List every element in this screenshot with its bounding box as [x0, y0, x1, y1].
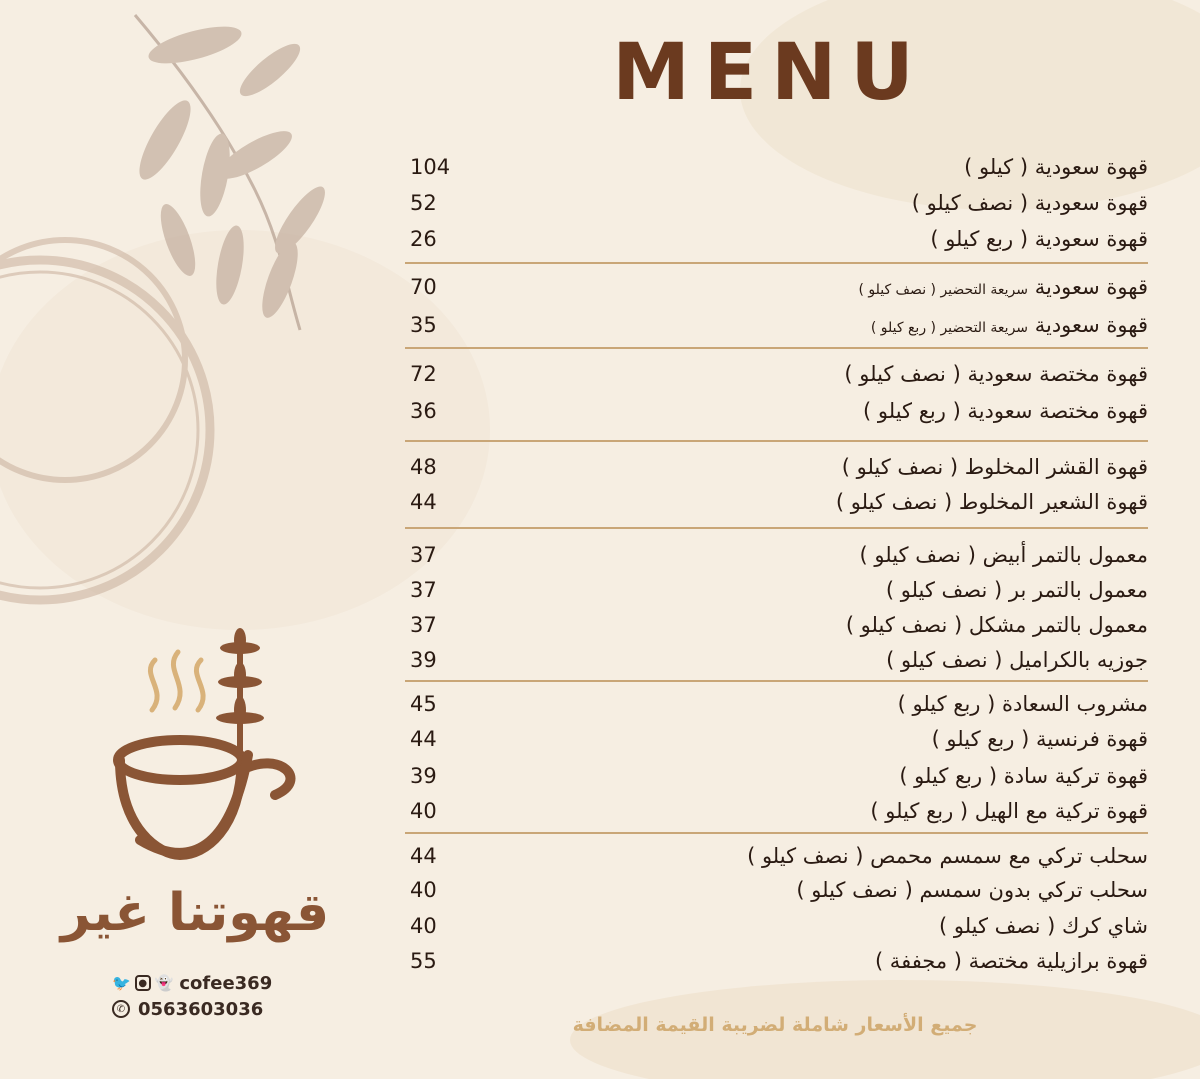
item-name-note: سريعة التحضير ( نصف كيلو ): [858, 282, 1029, 298]
palm-tree-icon: [216, 628, 264, 760]
item-name: قهوة تركية مع الهيل ( ربع كيلو ): [870, 799, 1148, 823]
brand-logo: [60, 630, 330, 950]
cup-icon: [118, 740, 291, 855]
item-name: شاي كرك ( نصف كيلو ): [938, 914, 1148, 938]
whatsapp-icon[interactable]: ✆: [112, 1000, 130, 1018]
menu-item: [405, 839, 1148, 873]
item-name: قهوة مختصة سعودية ( نصف كيلو ): [844, 362, 1148, 386]
item-name: [858, 270, 1148, 304]
item-price: 37: [410, 578, 437, 602]
item-name: معمول بالتمر مشكل ( نصف كيلو ): [845, 613, 1148, 637]
item-price: 37: [410, 613, 437, 637]
item-price: 37: [410, 543, 437, 567]
item-name: قهوة الشعير المخلوط ( نصف كيلو ): [835, 490, 1148, 514]
brand-wordmark: قهوتنا غير: [60, 883, 330, 943]
item-name: سحلب تركي بدون سمسم ( نصف كيلو ): [796, 878, 1148, 902]
steam-icon: [150, 652, 203, 710]
item-name: قهوة تركية سادة ( ربع كيلو ): [899, 764, 1148, 788]
section-divider: [405, 262, 1148, 264]
item-name: معمول بالتمر بر ( نصف كيلو ): [885, 578, 1148, 602]
social-contacts: [112, 970, 292, 1022]
twitter-icon[interactable]: 🐦: [112, 974, 131, 992]
item-name: قهوة سعودية ( نصف كيلو ): [911, 191, 1148, 215]
item-name: [871, 308, 1148, 342]
menu-item: [405, 873, 1148, 907]
item-name: قهوة سعودية ( كيلو ): [964, 155, 1148, 179]
phone-row: [112, 996, 292, 1022]
phone-number[interactable]: 0563603036: [138, 998, 264, 1020]
item-name: قهوة القشر المخلوط ( نصف كيلو ): [841, 455, 1148, 479]
item-price: 44: [410, 490, 437, 514]
menu-item: [405, 186, 1148, 220]
item-price: 35: [410, 313, 437, 337]
menu-item: [405, 394, 1148, 428]
social-handle-row: [112, 970, 292, 996]
menu-item: [405, 308, 1148, 342]
coffee-cup-logo-icon: [60, 630, 330, 950]
item-price: 40: [410, 914, 437, 938]
section-divider: [405, 680, 1148, 682]
menu-item: [405, 759, 1148, 793]
section-divider: [405, 832, 1148, 834]
menu-item: [405, 643, 1148, 677]
snapchat-icon[interactable]: 👻: [154, 974, 174, 992]
item-name-main: قهوة سعودية: [1034, 275, 1148, 299]
item-price: 40: [410, 878, 437, 902]
menu-title: MENU: [612, 28, 928, 118]
menu-item: [405, 222, 1148, 256]
instagram-icon[interactable]: ●: [135, 975, 151, 991]
section-divider: [405, 527, 1148, 529]
menu-item: [405, 450, 1148, 484]
item-price: 39: [410, 648, 437, 672]
item-price: 70: [410, 275, 437, 299]
menu-item: [405, 270, 1148, 304]
item-name-note: سريعة التحضير ( ربع كيلو ): [870, 320, 1029, 336]
menu-item: [405, 150, 1148, 184]
item-name: قهوة فرنسية ( ربع كيلو ): [931, 727, 1148, 751]
item-price: 26: [410, 227, 437, 251]
item-price: 36: [410, 399, 437, 423]
item-name-main: قهوة سعودية: [1034, 313, 1148, 337]
menu-item: [405, 538, 1148, 572]
item-name: مشروب السعادة ( ربع كيلو ): [897, 692, 1148, 716]
item-name: سحلب تركي مع سمسم محمص ( نصف كيلو ): [747, 844, 1148, 868]
item-price: 39: [410, 764, 437, 788]
tax-note: جميع الأسعار شاملة لضريبة القيمة المضافة: [572, 1014, 978, 1036]
item-name: جوزيه بالكراميل ( نصف كيلو ): [886, 648, 1148, 672]
menu-item: [405, 608, 1148, 642]
item-name: قهوة مختصة سعودية ( ربع كيلو ): [863, 399, 1148, 423]
item-name: معمول بالتمر أبيض ( نصف كيلو ): [859, 543, 1148, 567]
item-price: 44: [410, 844, 437, 868]
item-price: 40: [410, 799, 437, 823]
menu-item: [405, 485, 1148, 519]
menu-item: [405, 944, 1148, 978]
section-divider: [405, 347, 1148, 349]
section-divider: [405, 440, 1148, 442]
menu-item: [405, 794, 1148, 828]
social-handle[interactable]: cofee369: [179, 972, 273, 994]
item-price: 45: [410, 692, 437, 716]
item-name: قهوة برازيلية مختصة ( مجففة ): [874, 949, 1148, 973]
menu-item: [405, 573, 1148, 607]
item-price: 44: [410, 727, 437, 751]
item-price: 55: [410, 949, 437, 973]
menu-item: [405, 722, 1148, 756]
item-price: 72: [410, 362, 437, 386]
item-price: 48: [410, 455, 437, 479]
item-price: 104: [410, 155, 451, 179]
menu-item: [405, 687, 1148, 721]
item-name: قهوة سعودية ( ربع كيلو ): [930, 227, 1148, 251]
item-price: 52: [410, 191, 437, 215]
menu-item: [405, 357, 1148, 391]
menu-item: [405, 909, 1148, 943]
